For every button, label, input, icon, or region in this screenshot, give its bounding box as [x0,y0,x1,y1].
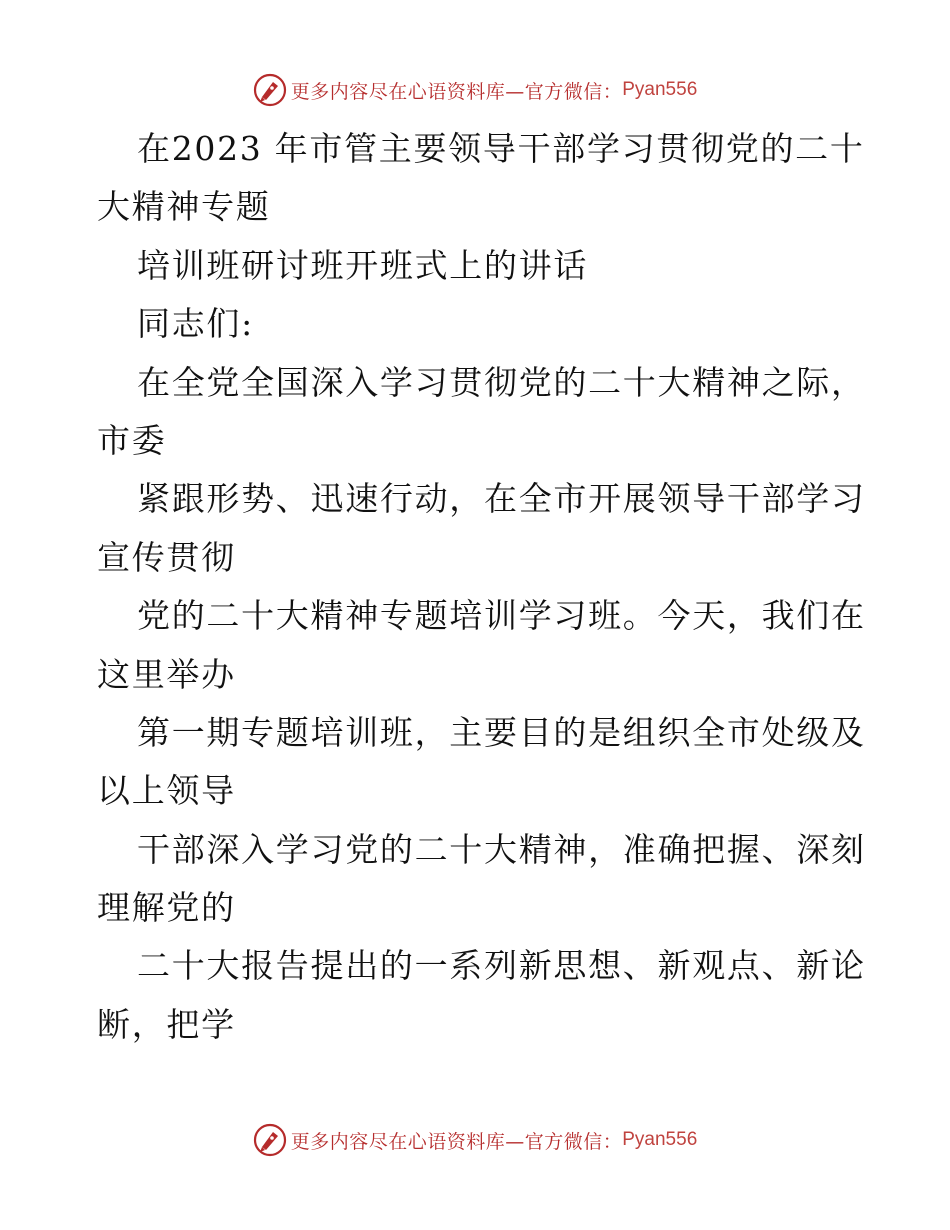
header-banner [0,70,950,110]
pen-nib-icon [253,73,287,107]
text-line: 这里举办 [97,654,236,694]
text-line: 紧跟形势、迅速行动，在全市开展领导干部学习 [137,479,866,519]
text-line: 第一期专题培训班，主要目的是组织全市处级及 [137,712,866,752]
banner-text: 更多内容尽在心语资料库—官方微信： [290,1130,623,1153]
text-line: 党的二十大精神专题培训学习班。今天，我们在 [137,596,866,636]
banner-wechat-id: Pyan556 [622,79,698,100]
text-line: 二十大报告提出的一系列新思想、新观点、新论 [137,946,866,986]
text-line: 理解党的 [97,888,236,928]
banner-text: 更多内容尽在心语资料库—官方微信： [290,80,623,103]
text-line: 在全党全国深入学习贯彻党的二十大精神之际， [137,362,866,402]
text-line: 大精神专题 [97,187,271,227]
text-line: 断，把学 [97,1004,236,1044]
banner-wechat-id: Pyan556 [622,1129,698,1150]
text-line: 宣传贯彻 [97,537,236,577]
text-line: 同志们: [137,304,254,344]
document-body [97,120,866,1054]
text-line: 干部深入学习党的二十大精神，准确把握、深刻 [137,829,866,869]
text-line: 在2023 年市管主要领导干部学习贯彻党的二十 [137,129,865,168]
pen-nib-icon [253,1123,287,1157]
text-line: 培训班研讨班开班式上的讲话 [137,245,589,285]
text-line: 市委 [97,420,167,460]
text-line: 以上领导 [97,771,236,811]
footer-banner [0,1120,950,1160]
